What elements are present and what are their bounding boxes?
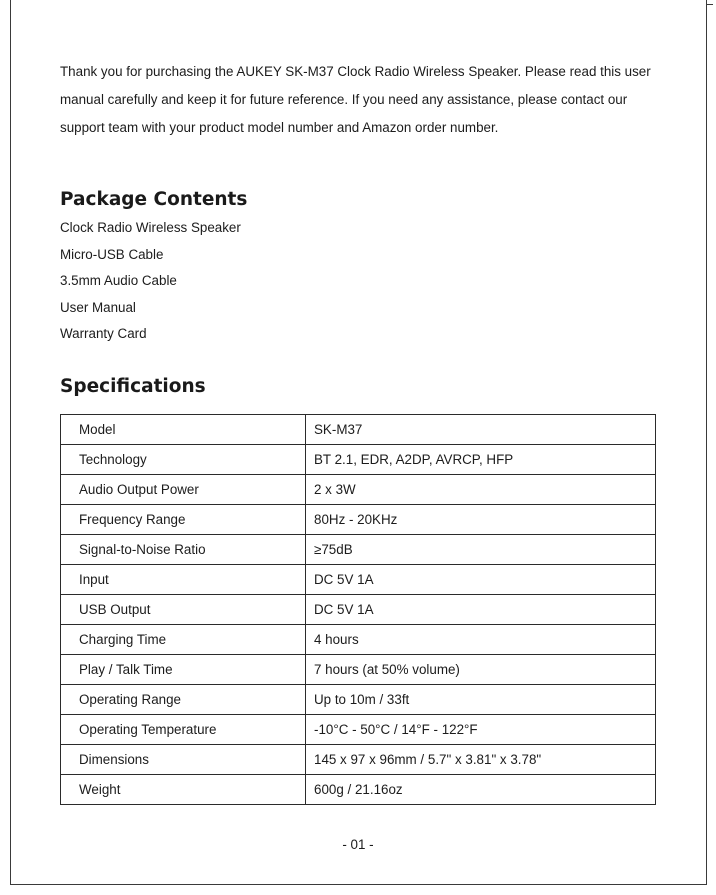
spec-value: 4 hours	[306, 625, 656, 655]
spec-value: Up to 10m / 33ft	[306, 685, 656, 715]
table-row	[61, 565, 656, 595]
spec-label: Frequency Range	[61, 505, 306, 535]
spec-label: Charging Time	[61, 625, 306, 655]
page-number: - 01 -	[342, 837, 374, 852]
spec-label: Operating Range	[61, 685, 306, 715]
spec-value: DC 5V 1A	[306, 595, 656, 625]
list-item: Clock Radio Wireless Speaker	[60, 220, 241, 235]
list-item: 3.5mm Audio Cable	[60, 273, 177, 288]
spec-label: Play / Talk Time	[61, 655, 306, 685]
table-row	[61, 415, 656, 445]
package-contents-heading: Package Contents	[60, 189, 248, 210]
spec-label: Weight	[61, 775, 306, 805]
spec-label: Audio Output Power	[61, 475, 306, 505]
spec-value: -10°C - 50°C / 14°F - 122°F	[306, 715, 656, 745]
package-contents-list	[60, 215, 241, 348]
spec-value: DC 5V 1A	[306, 565, 656, 595]
specifications-heading: Specifications	[60, 376, 206, 397]
table-row	[61, 685, 656, 715]
table-row	[61, 595, 656, 625]
spec-value: SK-M37	[306, 415, 656, 445]
intro-paragraph: Thank you for purchasing the AUKEY SK-M37 Clock Radio Wireless Speaker. Please read this user manual carefully and keep it for future reference. If you need any assistance, please contact our support team with your product model number and Amazon order number.	[60, 64, 651, 135]
spec-label: Input	[61, 565, 306, 595]
table-row	[61, 775, 656, 805]
list-item: User Manual	[60, 299, 136, 315]
list-item: Micro-USB Cable	[60, 246, 164, 262]
list-item: Warranty Card	[60, 326, 147, 341]
table-row	[61, 505, 656, 535]
spec-value: BT 2.1, EDR, A2DP, AVRCP, HFP	[306, 445, 656, 475]
table-row	[61, 715, 656, 745]
spec-value: 80Hz - 20KHz	[306, 505, 656, 535]
spec-label: Model	[61, 415, 306, 445]
table-row	[61, 445, 656, 475]
spec-value: 2 x 3W	[306, 475, 656, 505]
table-row	[61, 625, 656, 655]
spec-label: Operating Temperature	[61, 715, 306, 745]
table-row	[61, 535, 656, 565]
page-corner-mark	[707, 4, 713, 5]
spec-value: 7 hours (at 50% volume)	[306, 655, 656, 685]
spec-value: 145 x 97 x 96mm / 5.7" x 3.81" x 3.78"	[306, 745, 656, 775]
spec-value: 600g / 21.16oz	[306, 775, 656, 805]
spec-label: Signal-to-Noise Ratio	[61, 535, 306, 565]
spec-label: Technology	[61, 445, 306, 475]
table-row	[61, 475, 656, 505]
spec-value: ≥75dB	[306, 535, 656, 565]
specifications-table	[60, 414, 656, 805]
spec-label: USB Output	[61, 595, 306, 625]
table-row	[61, 745, 656, 775]
table-row	[61, 655, 656, 685]
spec-label: Dimensions	[61, 745, 306, 775]
